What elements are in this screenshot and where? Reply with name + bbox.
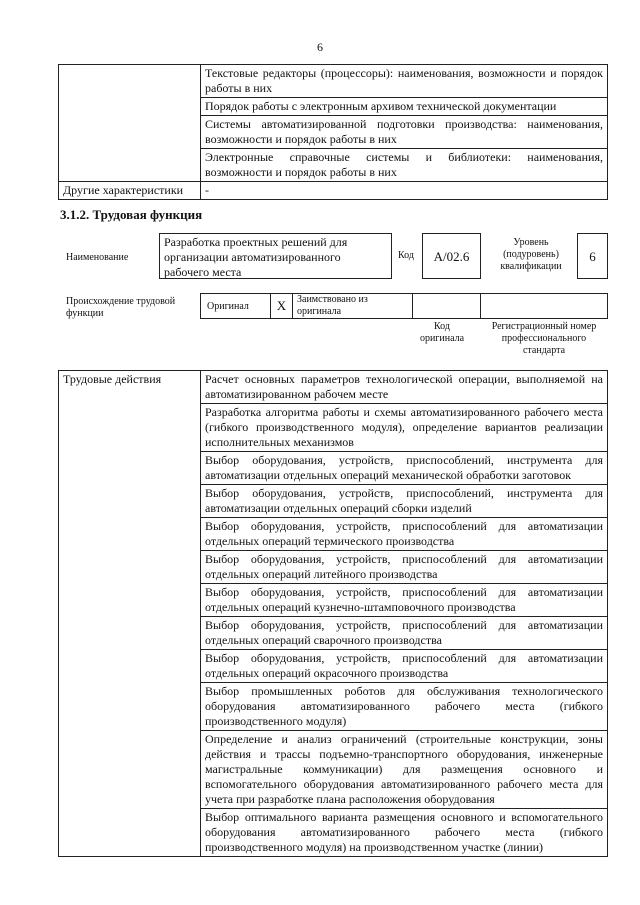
- labor-action-item: Выбор промышленных роботов для обслуживания технологического оборудования автоматизированного рабочего места (гибкого производственного модуля): [201, 683, 608, 731]
- labor-action-item: Выбор оборудования, устройств, приспособлений, инструмента для автоматизации отдельных операций сборки изделий: [201, 485, 608, 518]
- table-cell: Порядок работы с электронным архивом технической документации: [201, 98, 608, 116]
- origin-row: [200, 293, 608, 319]
- labor-actions-table: [58, 370, 608, 857]
- original-code-label: Код оригинала: [419, 321, 465, 344]
- table-cell: Текстовые редакторы (процессоры): наименования, возможности и порядок работы в них: [201, 65, 608, 98]
- table-cell-empty: [59, 65, 201, 182]
- labor-action-item: Выбор оборудования, устройств, приспособлений для автоматизации отдельных операций литейного производства: [201, 551, 608, 584]
- labor-action-item: Разработка алгоритма работы и схемы автоматизированного рабочего места (гибкого производственного модуля), определение вариантов реализации исполнительных механизмов: [201, 404, 608, 452]
- labor-action-item: Определение и анализ ограничений (строительные конструкции, зоны действия и трассы подъемно-транспортного оборудования, инженерные магистральные коммуникации) для размещения основного и вспомогательного оборудования автоматизированного рабочего места для учета при разработке плана расположения оборудования: [201, 731, 608, 809]
- labor-action-item: Выбор оборудования, устройств, приспособлений для автоматизации отдельных операций кузнечно-штамповочного производства: [201, 584, 608, 617]
- code-label: Код: [398, 250, 414, 261]
- registration-number-cell: [481, 294, 607, 318]
- name-label: Наименование: [66, 252, 129, 263]
- labor-action-item: Выбор оборудования, устройств, приспособлений, инструмента для автоматизации отдельных операций механической обработки заготовок: [201, 452, 608, 485]
- table-row: [59, 371, 608, 404]
- qualification-level-label: Уровень (подуровень) квалификации: [500, 237, 562, 272]
- table-cell: Электронные справочные системы и библиотеки: наименования, возможности и порядок работы в них: [201, 149, 608, 182]
- table-row: [59, 182, 608, 200]
- other-characteristics-label: Другие характеристики: [59, 182, 201, 200]
- function-name-value: Разработка проектных решений для организации автоматизированного рабочего места: [159, 233, 392, 279]
- other-characteristics-value: -: [201, 182, 608, 200]
- labor-action-item: Выбор оборудования, устройств, приспособлений для автоматизации отдельных операций окрасочного производства: [201, 650, 608, 683]
- original-code-cell: [413, 294, 481, 318]
- knowledge-table: [58, 64, 608, 200]
- qualification-level-value: 6: [577, 233, 608, 279]
- labor-action-item: Выбор оборудования, устройств, приспособлений для автоматизации отдельных операций термического производства: [201, 518, 608, 551]
- original-mark: X: [271, 294, 293, 318]
- table-row: [59, 65, 608, 98]
- registration-number-label: Регистрационный номер профессионального стандарта: [491, 321, 597, 356]
- section-title: 3.1.2. Трудовая функция: [60, 207, 203, 222]
- labor-action-item: Выбор оптимального варианта размещения основного и вспомогательного оборудования автоматизированного рабочего места (гибкого производственного модуля) на производственном участке (линии): [201, 809, 608, 857]
- table-cell: Системы автоматизированной подготовки производства: наименования, возможности и порядок работы в них: [201, 116, 608, 149]
- labor-action-item: Расчет основных параметров технологической операции, выполняемой на автоматизированном рабочем месте: [201, 371, 608, 404]
- function-code-value: А/02.6: [422, 233, 481, 279]
- labor-actions-label: Трудовые действия: [59, 371, 201, 857]
- labor-action-item: Выбор оборудования, устройств, приспособлений для автоматизации отдельных операций сварочного производства: [201, 617, 608, 650]
- origin-label: Происхождение трудовой функции: [66, 296, 176, 319]
- original-label: Оригинал: [201, 294, 271, 318]
- page-number: 6: [317, 40, 323, 54]
- borrowed-label: Заимствовано из оригинала: [293, 294, 413, 318]
